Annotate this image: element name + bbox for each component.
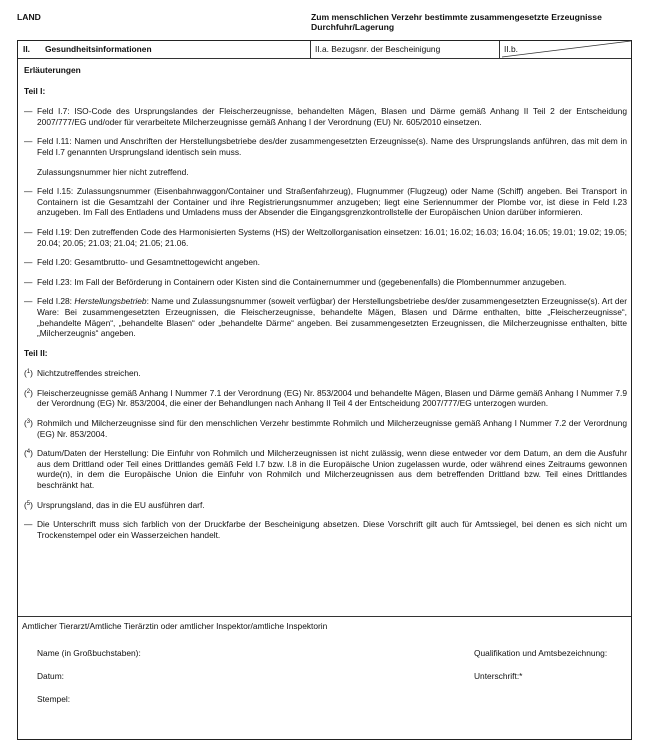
explanations-title: Erläuterungen: [24, 65, 81, 75]
section-number: II.: [23, 44, 30, 54]
date-field[interactable]: Datum:: [37, 671, 64, 681]
name-field[interactable]: Name (in Großbuchstaben):: [37, 648, 141, 658]
list-item: — Feld I.20: Gesamtbrutto- und Gesamtnettogewicht angeben.: [24, 257, 260, 268]
section-title: Gesundheitsinformationen: [45, 44, 152, 54]
list-item: — Feld I.7: ISO-Code des Ursprungslandes der Fleischerzeugnisse, behandelten Mägen, Blasen und Därme gemäß Anhang II Teil 2 der Entscheidung 2007/777/EG und/oder für verarbeitete Milcherzeugnisse gemäß Anhang I der Verordnung (EU) Nr. 605/2010 einsetzen.: [24, 106, 627, 127]
signature-block-title: Amtlicher Tierarzt/Amtliche Tierärztin oder amtlicher Inspektor/amtliche Inspektorin: [22, 621, 328, 631]
explanations-section: [24, 65, 627, 549]
section-title-cell: [18, 41, 311, 58]
footnote-marker: ($^5$): [24, 499, 33, 510]
list-item-continuation: Zulassungsnummer hier nicht zutreffend.: [37, 166, 189, 177]
strikethrough-diagonal-icon: [500, 41, 631, 58]
stamp-field[interactable]: Stempel:: [37, 694, 71, 704]
list-item: — Feld I.28: Herstellungsbetrieb: Name und Zulassungsnummer (soweit verfügbar) der Herstellungsbetriebe des/der zusammengesetzten Erzeugnisse(s). Art der Ware: Bei zusammengesetzten Erzeugnissen, die Fleischerzeugnisse, behandelte Mägen, Blasen und Därme enthalten, bitte „Fleischerzeugnisse“, „behandelte Mägen“, „behandelte Blasen“ oder „behandelte Därme“ angeben. Bei zusammengesetzten Erzeugnissen, die Milcherzeugnisse enthalten, bitte „Milcherzeugnis“ angeben.: [24, 296, 627, 339]
footnote-marker: ($^4$): [24, 448, 33, 459]
dash-icon: —: [24, 257, 33, 268]
form-header-row: [18, 41, 631, 59]
list-item: — Feld I.11: Namen und Anschriften der Herstellungsbetriebe des/der zusammengesetzten Erzeugnisse(s). Name des Ursprungslands anführen, das mit dem in Feld I.7 genannten Ursprungsland identisch sein muss.: [24, 136, 627, 157]
certificate-title: [311, 12, 602, 33]
reference-number-field[interactable]: II.a. Bezugsnr. der Bescheinigung: [311, 41, 500, 58]
part1-title: Teil I:: [24, 85, 46, 96]
iib-field[interactable]: [500, 41, 631, 58]
footnote: ($^5$) Ursprungsland, das in die EU ausführen darf.: [24, 499, 205, 510]
footnote: ($^3$) Rohmilch und Milcherzeugnisse sind für den menschlichen Verzehr bestimmte Rohmilch und Milcherzeugnisse gemäß Anhang I Nummer 7.2 der Verordnung (EG) Nr. 853/2004.: [24, 418, 627, 439]
signature-note: — Die Unterschrift muss sich farblich von der Druckfarbe der Bescheinigung absetzen. Diese Vorschrift gilt auch für Amtssiegel, bei denen es sich nicht um Trockenstempel oder ein Wasserzeichen handelt.: [24, 519, 627, 540]
footnote: ($^4$) Datum/Daten der Herstellung: Die Einfuhr von Rohmilch und Milcherzeugnissen ist nicht zulässig, wenn diese entweder vor dem Datum, an dem die Ausfuhr aus dem Drittland oder Teil eines Drittlandes gemäß Feld I.7 bzw. I.8 in die Europäische Union zugelassen wurde, oder während eines Zeitraums gewonnen wurde(n), in dem die Europäische Union die Einfuhr von Rohmilch und Milcherzeugnissen aus dem betreffenden Drittland bzw. Teil eines Drittlandes beschränkt hat.: [24, 448, 627, 491]
dash-icon: —: [24, 226, 33, 237]
part2-title: Teil II:: [24, 347, 48, 358]
certificate-title-line2: Durchfuhr/Lagerung: [311, 22, 395, 33]
dash-icon: —: [24, 276, 33, 287]
certificate-title-line1: Zum menschlichen Verzehr bestimmte zusammengesetzte Erzeugnisse: [311, 12, 602, 22]
footnote-marker: ($^2$): [24, 387, 33, 398]
signature-field[interactable]: Unterschrift:*: [474, 671, 523, 681]
footnote: ($^1$) Nichtzutreffendes streichen.: [24, 368, 141, 379]
dash-icon: —: [24, 186, 33, 197]
list-item: — Feld I.19: Den zutreffenden Code des Harmonisierten Systems (HS) der Weltzollorganisation einsetzen: 16.01; 16.02; 16.03; 16.04; 16.05; 19.01; 19.02; 19.05; 20.04; 20.05; 21.03; 21.04; 21.05; 21.06.: [24, 226, 627, 248]
footnote: ($^2$) Fleischerzeugnisse gemäß Anhang I Nummer 7.1 der Verordnung (EG) Nr. 853/2004 und behandelte Mägen, Blasen und Därme gemäß Anhang I Nummer 7.9 der Verordnung (EG) Nr. 853/2004, die einer der Behandlungen nach Anhang II Teil 4 der Entscheidung 2007/777/EG unterzogen wurden.: [24, 387, 627, 409]
dash-icon: —: [24, 136, 33, 147]
footnote-marker: ($^1$): [24, 368, 33, 379]
dash-icon: —: [24, 296, 33, 307]
country-label: LAND: [17, 12, 41, 22]
list-item: — Feld I.23: Im Fall der Beförderung in Containern oder Kisten sind die Containernummer und (gegebenenfalls) die Plombennummer anzugeben.: [24, 276, 567, 287]
iib-label: II.b.: [504, 44, 518, 54]
footnote-marker: ($^3$): [24, 418, 33, 429]
qualification-field[interactable]: Qualifikation und Amtsbezeichnung:: [474, 648, 608, 658]
form-sheet: [17, 40, 632, 740]
dash-icon: —: [24, 106, 33, 117]
signature-block: [18, 616, 631, 740]
list-item: — Feld I.15: Zulassungsnummer (Eisenbahnwaggon/Container und Straßenfahrzeug), Flugnummer (Flugzeug) oder Name (Schiff) angeben. Bei Transport in Containern ist die Gesamtzahl der Container und ihre Registrierungsnummer anzugeben; liegt eine Seriennummer der Plombe vor, ist diese in Feld I.23 anzugeben. Im Fall des Entladens und Umladens muss der Absender die Eingangsgrenzkontrollstelle der Europäischen Union darüber informieren.: [24, 186, 627, 218]
dash-icon: —: [24, 519, 33, 530]
